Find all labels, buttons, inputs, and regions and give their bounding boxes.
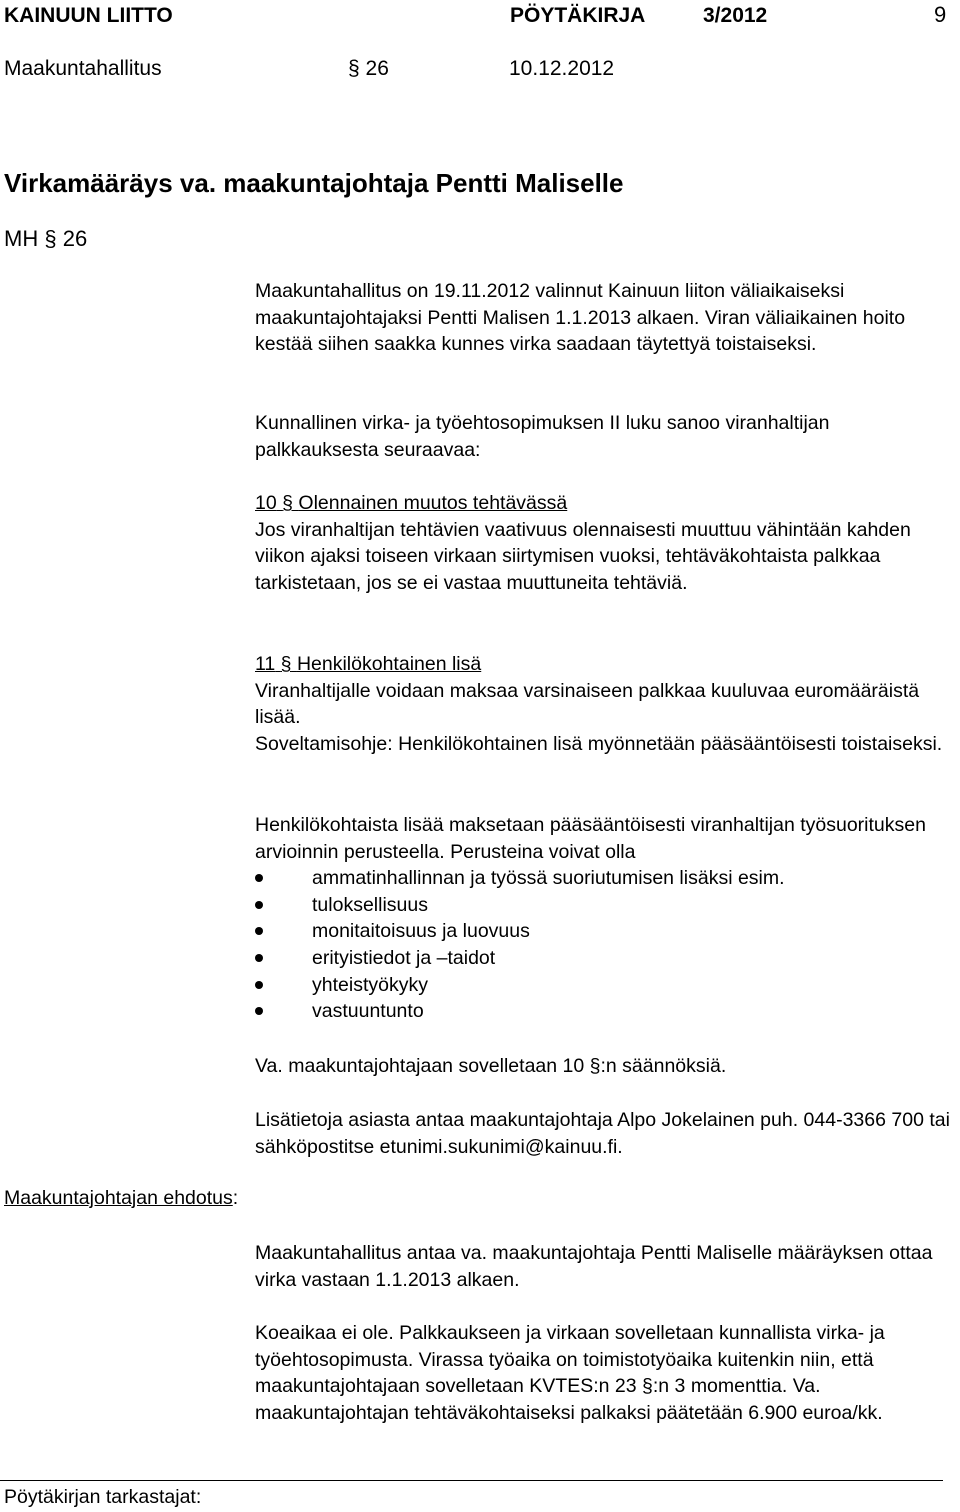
case-id-prefix: MH [4, 226, 39, 251]
footer-label: Pöytäkirjan tarkastajat: [4, 1486, 202, 1508]
bullet-icon [255, 927, 263, 935]
proposal-label-suffix: : [232, 1187, 239, 1209]
paragraph-5 [255, 1107, 955, 1160]
list-item-text: monitaitoisuus ja luovuus [312, 920, 530, 943]
paragraph-1 [255, 278, 955, 358]
section-11-symbol: § [280, 653, 292, 675]
list-item [255, 972, 955, 999]
criteria-list [255, 865, 955, 1025]
list-item-text: ammatinhallinnan ja työssä suoriutumisen lisäksi esim. [312, 867, 785, 890]
paragraph-4-symbol: § [589, 1055, 601, 1077]
proposal-label-text: Maakuntajohtajan ehdotus [4, 1187, 233, 1209]
paragraph-1-text: Maakuntahallitus on 19.11.2012 valinnut Kainuun liiton väliaikaiseksi maakuntajohtajaksi Pentti Malisen 1.1.2013 alkaen. Viran väliaikainen hoito kestää siihen saakka kunnes virka saadaan täytettyä toistaiseksi. [255, 280, 906, 356]
list-item [255, 865, 955, 892]
case-id [4, 226, 87, 252]
section-10-number: 10 [255, 492, 277, 514]
section-10-text: Jos viranhaltijan tehtävien vaativuus olennaisesti muuttuu vähintään kahden viikon ajaksi toiseen virkaan siirtymisen vuoksi, tehtäväkohtaista palkkaa tarkistetaan, jos se ei vastaa muuttuneita tehtäviä. [255, 518, 911, 594]
bullet-icon [255, 1007, 263, 1015]
proposal-text-2-pre: Koeaikaa ei ole. Palkkaukseen ja virkaan sovelletaan kunnallista virka- ja työehtosopimusta. Virassa työaika on toimistotyöaika kuitenkin niin, että maakuntajohtajaan sovelletaan KVTES:n 23 [255, 1322, 885, 1398]
proposal-text-2-symbol: § [642, 1375, 653, 1398]
bullet-icon [255, 874, 263, 882]
paragraph-3 [255, 812, 955, 1025]
list-item [255, 892, 955, 919]
section-11-heading [255, 651, 955, 678]
section-10-symbol: § [282, 492, 293, 514]
header-section [348, 57, 389, 81]
paragraph-2 [255, 410, 955, 463]
header-org: KAINUUN LIITTO [4, 4, 173, 27]
section-11-block [255, 651, 955, 757]
proposal-text-2 [255, 1320, 955, 1426]
list-item-text: yhteistyökyky [312, 973, 428, 996]
list-item-text: erityistiedot ja –taidot [312, 946, 496, 969]
section-number: 26 [365, 57, 389, 80]
section-10-title: Olennainen muutos tehtävässä [298, 492, 568, 514]
paragraph-4-post: :n säännöksiä. [600, 1055, 727, 1077]
proposal-text-2-post: :n 3 momenttia. Va. maakuntajohtajan tehtäväkohtaiseksi palkaksi päätetään 6.900 euroa/kk. [255, 1375, 883, 1424]
list-item [255, 945, 955, 972]
header-doc-type: PÖYTÄKIRJA [510, 4, 646, 27]
proposal-label [4, 1187, 238, 1210]
section-symbol: § [348, 57, 360, 80]
header-body-name: Maakuntahallitus [4, 57, 162, 80]
paragraph-4-pre: Va. maakuntajohtajaan sovelletaan 10 [255, 1055, 585, 1077]
paragraph-3-text: Henkilökohtaista lisää maksetaan pääsääntöisesti viranhaltijan työsuorituksen arvioinnin perusteella. Perusteina voivat olla [255, 814, 926, 863]
section-11-text-1: Viranhaltijalle voidaan maksaa varsinaiseen palkkaa kuuluvaa euromääräistä lisää. [255, 679, 920, 729]
page-number: 9 [934, 2, 947, 27]
footer-divider [0, 1480, 943, 1481]
proposal-text-2-p [255, 1320, 955, 1426]
proposal-text-1 [255, 1240, 955, 1293]
bullet-icon [255, 954, 263, 962]
list-item [255, 918, 955, 945]
section-11-number: 11 [255, 653, 276, 675]
bullet-icon [255, 901, 263, 909]
list-item [255, 998, 955, 1025]
paragraph-4-text [255, 1053, 955, 1080]
header-doc-number: 3/2012 [703, 4, 768, 27]
case-id-number: 26 [62, 226, 88, 251]
paragraph-2-text: Kunnallinen virka- ja työehtosopimuksen II luku sanoo viranhaltijan palkkauksesta seuraavaa: [255, 412, 830, 461]
proposal-text-1-p: Maakuntahallitus antaa va. maakuntajohtaja Pentti Maliselle määräyksen ottaa virka vastaan 1.1.2013 alkaen. [255, 1242, 933, 1291]
section-11-text-2: Soveltamisohje: Henkilökohtainen lisä myönnetään pääsääntöisesti toistaiseksi. [255, 732, 943, 755]
case-id-symbol: § [44, 226, 57, 251]
header-date: 10.12.2012 [509, 57, 615, 80]
paragraph-4 [255, 1053, 955, 1080]
section-10-block [255, 490, 955, 596]
bullet-icon [255, 981, 263, 989]
paragraph-5-text: Lisätietoja asiasta antaa maakuntajohtaja Alpo Jokelainen puh. 044-3366 700 tai sähköpostitse etunimi.sukunimi@kainuu.fi. [255, 1109, 950, 1158]
list-item-text: tuloksellisuus [312, 893, 428, 916]
section-11-title: Henkilökohtainen lisä [296, 653, 482, 675]
section-10-heading [255, 490, 955, 517]
list-item-text: vastuuntunto [312, 1000, 424, 1023]
document-title: Virkamääräys va. maakuntajohtaja Pentti Maliselle [4, 168, 624, 198]
